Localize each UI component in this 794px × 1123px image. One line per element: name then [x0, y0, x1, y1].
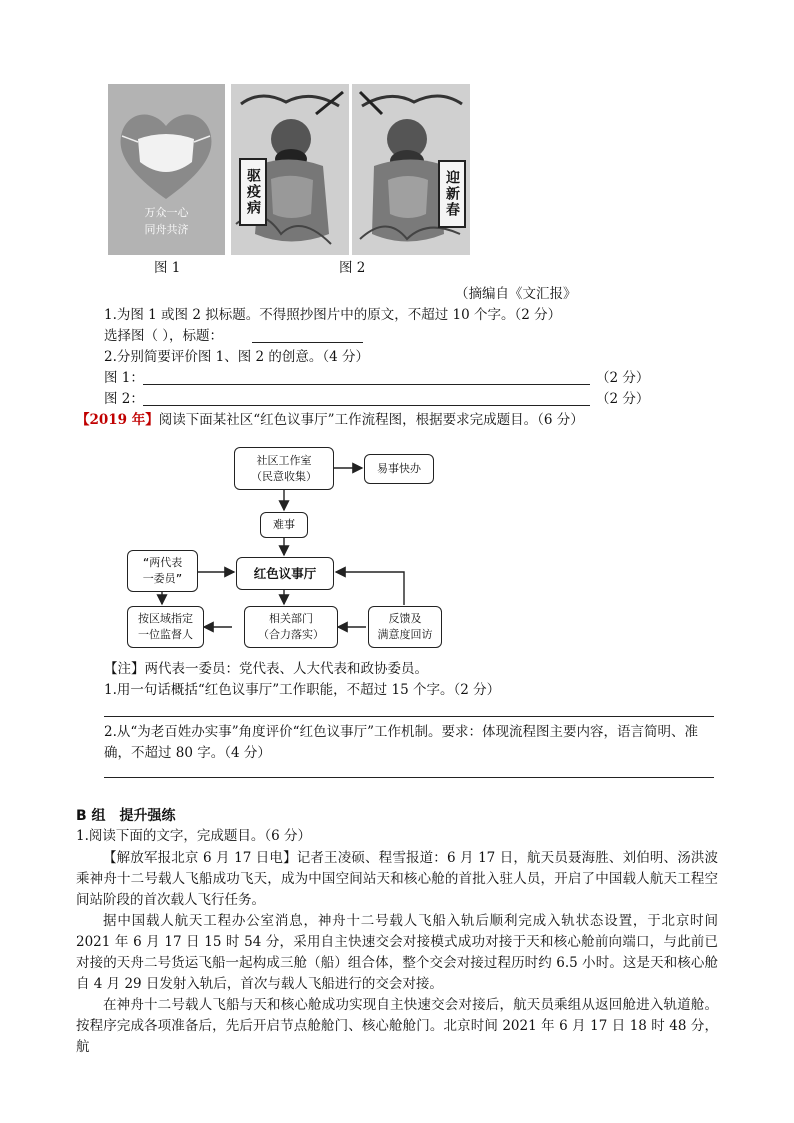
flow-related-departments-line1: 相关部门	[269, 612, 313, 625]
fig2-eval-answer-line[interactable]	[143, 405, 590, 406]
group-b-paragraph-2: 据中国载人航天工程办公室消息，神舟十二号载人飞船入轨后顺利完成入轨状态设置，于北京时间 2021 年 6 月 17 日 15 时 54 分，采用自主快速交会对接模式成功对接于天和核心舱前向端口，与此前已对接的天舟二号货运飞船一起构成三舱（船）组合体，整个交会对接过程历时约 6.5 小时。这是天和核心舱自 4 月 29 日发射入轨后，首次与载人飞船进行的交会对接。	[76, 913, 718, 992]
flow-hard-matters	[260, 512, 308, 538]
flow-red-hall-label: 红色议事厅	[253, 565, 317, 581]
figure-2-right	[352, 84, 470, 255]
flow-region-supervisor-line1: 按区域指定	[138, 612, 193, 625]
flow-easy-matters	[364, 454, 434, 484]
fig2-eval-label: 图 2：	[104, 391, 144, 407]
year-tag: 【2019 年】	[76, 412, 159, 428]
flow-related-departments	[244, 606, 338, 648]
fig2-right-banner	[438, 160, 466, 228]
flow-region-supervisor	[127, 606, 204, 648]
flow-representatives	[127, 550, 198, 592]
q2019-2-answer-line[interactable]	[104, 777, 714, 778]
fig1-eval-answer-line[interactable]	[143, 384, 590, 385]
group-b-paragraph-1	[76, 848, 718, 911]
q1-prompt: 1.为图 1 或图 2 拟标题。不得照抄图片中的原文，不超过 10 个字。（2 分）	[104, 307, 562, 323]
q2-prompt: 2.分别简要评价图 1、图 2 的创意。（4 分）	[104, 349, 370, 365]
flow-red-hall	[236, 557, 334, 590]
fig1-eval-points: （2 分）	[596, 370, 650, 386]
flow-region-supervisor-line2: 一位监督人	[138, 628, 193, 641]
q1-title-answer-line[interactable]	[252, 342, 363, 343]
fig1-slogan-1: 万众一心	[144, 206, 189, 219]
flow-related-departments-line2: （合力落实）	[258, 628, 324, 641]
flow-hard-matters-label: 难事	[273, 518, 295, 531]
flow-easy-matters-label: 易事快办	[377, 462, 421, 475]
group-b-paragraph-1-lead: 【解放军报北京 6 月 17 日电】	[103, 850, 297, 866]
flow-community-office	[234, 447, 334, 490]
flow-representatives-line2: 一委员”	[142, 572, 183, 585]
group-b-paragraph-1-body: 记者王凌硕、程雪报道：6 月 17 日，航天员聂海胜、刘伯明、汤洪波乘神舟十二号载人飞船成功飞天，成为中国空间站天和核心舱的首批入驻人员，开启了中国载人航天工程空间站阶段的首次载人飞行任务。	[76, 850, 719, 908]
fig2-caption: 图 2	[339, 260, 366, 276]
section-2019-heading	[76, 410, 584, 430]
flow-feedback-line2: 满意度回访	[377, 628, 433, 641]
flow-community-office-line1: 社区工作室	[256, 453, 312, 467]
fig2-right-banner-text: 迎新春	[444, 170, 460, 218]
fig2-eval-points: （2 分）	[596, 391, 650, 407]
fig1-slogan-2: 同舟共济	[144, 223, 189, 236]
flow-representatives-line1: “两代表	[142, 556, 183, 569]
flow-feedback-line1: 反馈及	[388, 612, 422, 625]
flowchart-note: 【注】两代表一委员：党代表、人大代表和政协委员。	[104, 661, 428, 677]
fig2-left-banner	[239, 158, 267, 226]
q2019-1-prompt: 1.用一句话概括“红色议事厅”工作职能，不超过 15 个字。（2 分）	[104, 682, 501, 698]
figure-2-left	[231, 84, 349, 255]
flow-community-office-line2: （民意收集）	[251, 469, 317, 483]
fig2-left-banner-text: 驱疫病	[245, 168, 261, 216]
group-b-q1-prompt: 1.阅读下面的文字，完成题目。（6 分）	[76, 828, 312, 844]
figure-1	[108, 84, 225, 255]
fig1-eval-label: 图 1：	[104, 370, 144, 386]
section-2019-intro: 阅读下面某社区“红色议事厅”工作流程图，根据要求完成题目。（6 分）	[158, 412, 584, 428]
q2019-2-prompt-line2: 确，不超过 80 字。（4 分）	[104, 745, 271, 761]
fig1-caption: 图 1	[154, 260, 181, 276]
q2019-1-answer-line[interactable]	[104, 716, 714, 717]
group-b-title: B 组 提升强练	[76, 808, 176, 824]
flow-feedback	[368, 606, 442, 648]
group-b-paragraph-3: 在神舟十二号载人飞船与天和核心舱成功实现自主快速交会对接后，航天员乘组从返回舱进入轨道舱。按程序完成各项准备后，先后开启节点舱舱门、核心舱舱门。北京时间 2021 年 6 月 17 日 18 时 48 分，航	[76, 997, 718, 1055]
q1-choice-line: 选择图（ ），标题：	[104, 328, 224, 344]
source-note: （摘编自《文汇报》	[455, 286, 577, 302]
q2019-2-prompt-line1: 2.从“为老百姓办实事”角度评价“红色议事厅”工作机制。要求：体现流程图主要内容，语言简明、准	[104, 724, 698, 740]
